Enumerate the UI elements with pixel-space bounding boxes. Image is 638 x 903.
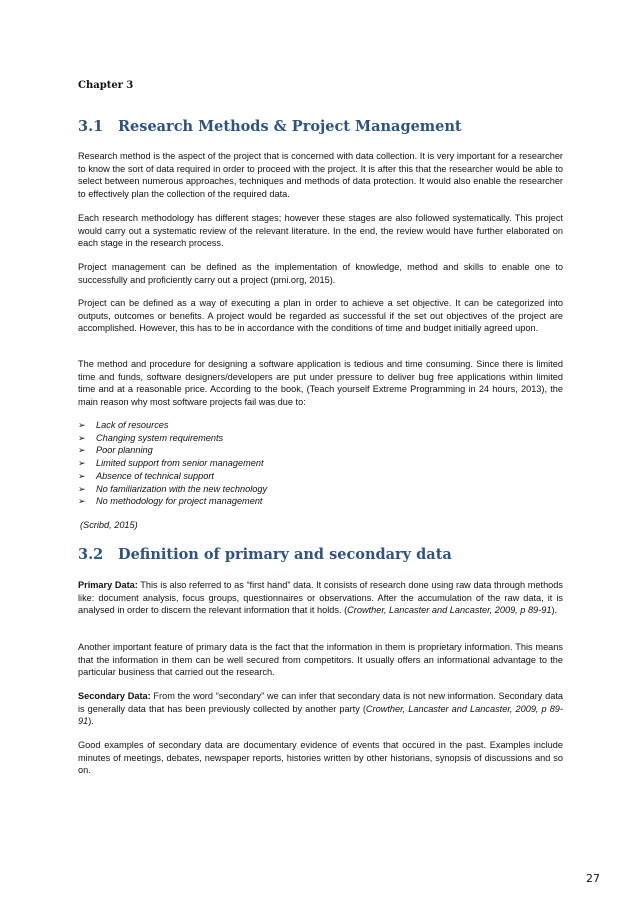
arrowhead-bullet-icon: ➢ [78, 445, 86, 456]
section-number: 3.1 [78, 118, 104, 135]
citation: Crowther, Lancaster and Lancaster, 2009, p 89-91 [78, 703, 563, 727]
list-item: ➢ No methodology for project management [78, 496, 263, 507]
citation-scribd: (Scribd, 2015) [80, 520, 138, 530]
term-label: Primary Data: [78, 580, 138, 590]
list-item: ➢ Changing system requirements [78, 432, 224, 443]
paragraph-primary-feature: Another important feature of primary data is the fact that the information in them is proprietary information. This means that the information in them can be well secured from competitors. It usually offers an informational advantage to the particular business that carried out the research. [78, 642, 563, 678]
arrowhead-bullet-icon: ➢ [78, 420, 86, 430]
term-label: Secondary Data: [78, 691, 151, 701]
paragraph-methodology-stages: Each research methodology has different stages; however these stages are also followed systematically. This project would carry out a systematic review of the relevant literature. In the end, the review would have further elaborated on each stage in the research process. [78, 213, 563, 249]
paragraph-project-definition: Project can be defined as a way of executing a plan in order to achieve a set objective. It can be categorized into outputs, outcomes or benefits. A project would be regarded as successful if the set out objectives of the project are accomplished. However, this has to be in accordance with the conditions of time and budget initially agreed upon. [78, 298, 563, 334]
section-heading-3-1 [78, 118, 462, 135]
arrowhead-bullet-icon: ➢ [78, 458, 86, 469]
citation: Crowther, Lancaster and Lancaster, 2009, p 89-91 [347, 605, 552, 616]
arrowhead-bullet-icon: ➢ [78, 483, 86, 494]
paragraph-secondary-examples: Good examples of secondary data are documentary evidence of events that occured in the past. Examples include minutes of meetings, debates, newspaper reports, histories written by other historians, synopsis of discussions and so on. [78, 740, 563, 776]
list-item: ➢ Absence of technical support [78, 470, 214, 481]
list-item: ➢ No familiarization with the new technology [78, 483, 268, 494]
arrowhead-bullet-icon: ➢ [78, 470, 86, 481]
paragraph-project-management: Project management can be defined as the implementation of knowledge, method and skills to enable one to successfully and proficiently carry out a project (pmi.org, 2015). [78, 262, 563, 285]
paragraph-primary-data: Primary Data: This is also referred to as “first hand” data. It consists of research done using raw data through methods like: document analysis, focus groups, questionnaires or observations. After the accumulation of the raw data, it is analysed in order to discern the relevant information that it holds. (Crowther, Lancaster and Lancaster, 2009, p 89-91). [78, 580, 563, 616]
section-heading-3-2 [78, 546, 452, 563]
section-number: 3.2 [78, 546, 104, 563]
section-title: Definition of primary and secondary data [118, 546, 452, 563]
section-title: Research Methods & Project Management [118, 118, 462, 135]
chapter-heading: Chapter 3 [78, 80, 134, 91]
arrowhead-bullet-icon: ➢ [78, 432, 86, 443]
failure-reasons-list [78, 419, 267, 508]
paragraph-software-method: The method and procedure for designing a software application is tedious and time consuming. Since there is limited time and funds, software designers/developers are put under pressure to deliver bug free applications within limited time and at a reasonable price. According to the book, (Teach yourself Extreme Programming in 24 hours, 2013), the main reason why most software projects fail was due to: [78, 359, 563, 407]
list-item: ➢ Poor planning [78, 445, 153, 456]
paragraph-secondary-data: Secondary Data: From the word “secondary” we can infer that secondary data is not new information. Secondary data is generally data that has been previously collected by another party (Crowther, Lancaster and Lancaster, 2009, p 89-91). [78, 691, 563, 727]
paragraph-research-method: Research method is the aspect of the project that is concerned with data collection. It is very important for a researcher to know the sort of data required in order to proceed with the project. It is after this that the researcher would be able to select between numerous approaches, techniques and methods of data protection. It would also enable the researcher to effectively plan the collection of the required data. [78, 151, 563, 199]
list-item: ➢ Limited support from senior management [78, 458, 264, 469]
arrowhead-bullet-icon: ➢ [78, 496, 86, 507]
page-number: 27 [586, 872, 600, 885]
list-item: ➢ Lack of resources [78, 420, 169, 430]
